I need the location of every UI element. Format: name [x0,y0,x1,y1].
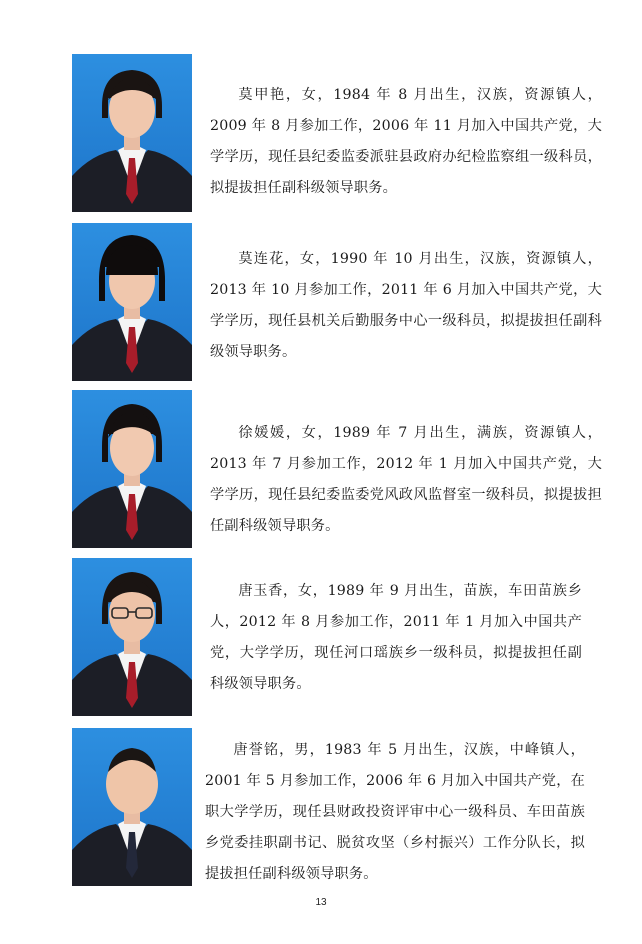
profile-description: 唐玉香，女，1989 年 9 月出生，苗族，车田苗族乡人，2012 年 8 月参加工作，2011 年 1 月加入中国共产党，大学学历，现任河口瑶族乡一级科员，拟提拔担任副科级领导职务。 [210,583,582,692]
page-number: 13 [315,897,327,908]
profile-description: 徐媛媛，女，1989 年 7 月出生，满族，资源镇人，2013 年 7 月参加工作，2012 年 1 月加入中国共产党，大学学历，现任县纪委监委党风政风监督室一级科员，拟提拔担任副科级领导职务。 [210,425,602,534]
portrait-photo [72,390,192,548]
portrait-photo [72,558,192,716]
portrait-photo [72,54,192,212]
profile-description: 莫连花，女，1990 年 10 月出生，汉族，资源镇人，2013 年 10 月参加工作，2011 年 6 月加入中国共产党，大学学历，现任县机关后勤服务中心一级科员，拟提拔担任副科级领导职务。 [210,251,602,360]
profile-description: 唐誉铭，男，1983 年 5 月出生，汉族，中峰镇人，2001 年 5 月参加工作，2006 年 6 月加入中国共产党，在职大学学历，现任县财政投资评审中心一级科员、车田苗族乡党委挂职副书记、脱贫攻坚（乡村振兴）工作分队长，拟提拔担任副科级领导职务。 [205,742,585,882]
portrait-photo [72,728,192,886]
profile-description: 莫甲艳，女，1984 年 8 月出生，汉族，资源镇人，2009 年 8 月参加工作，2006 年 11 月加入中国共产党，大学学历，现任县纪委监委派驻县政府办纪检监察组一级科员，拟提拔担任副科级领导职务。 [210,87,602,196]
portrait-photo [72,223,192,381]
